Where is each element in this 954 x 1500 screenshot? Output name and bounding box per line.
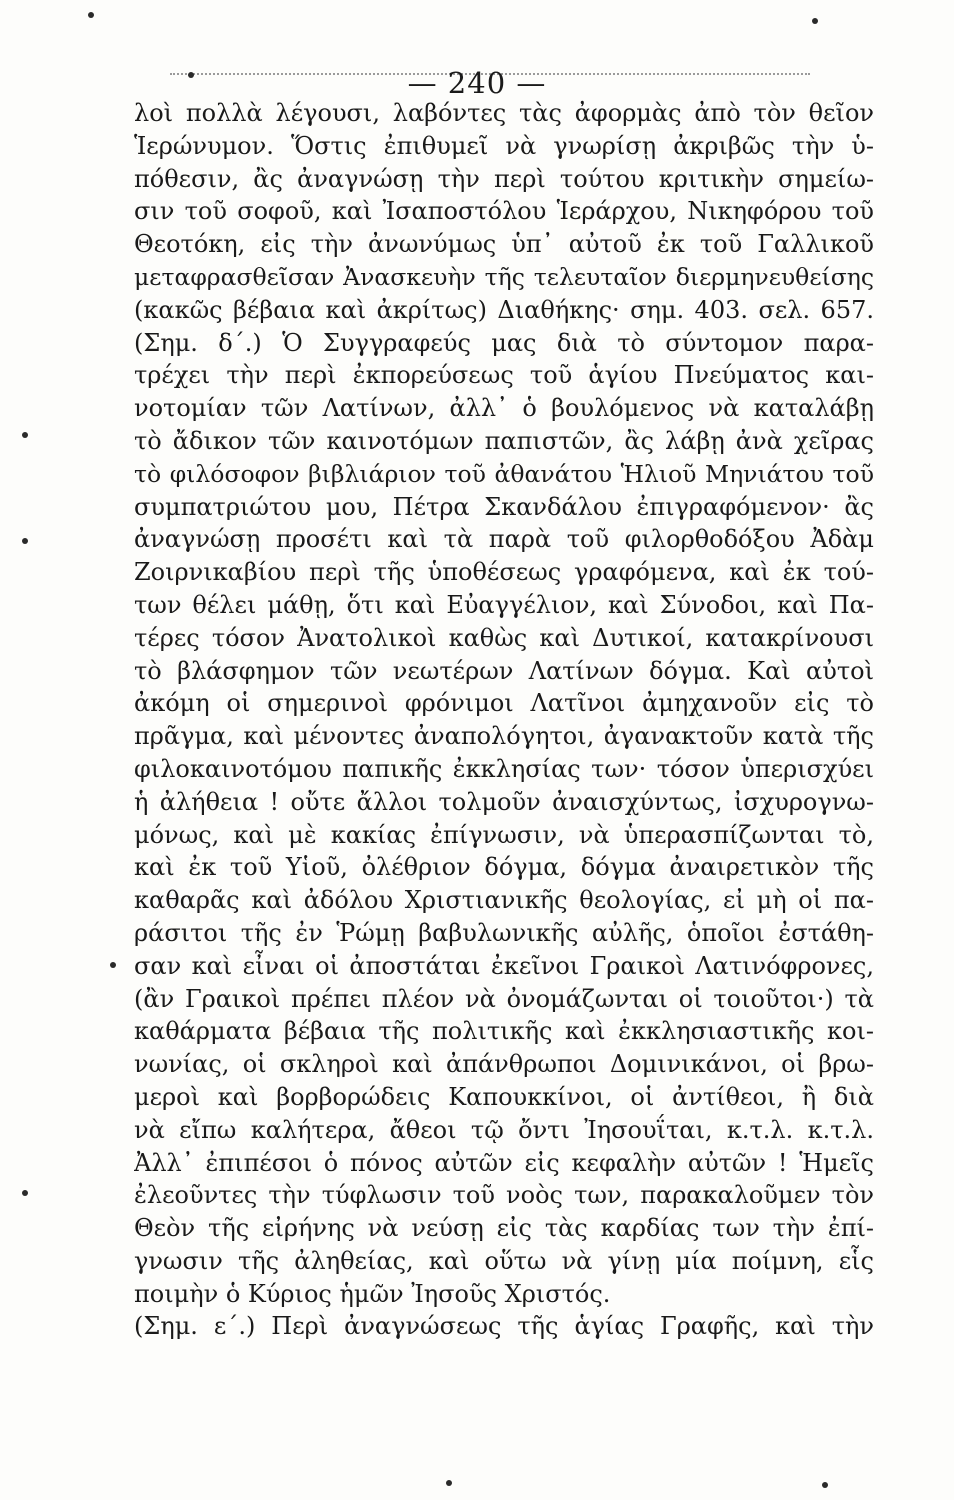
text-line: τὸ φιλόσοφον βιβλιάριον τοῦ ἀθανάτου Ἡλιοῦ Μηνιάτου τοῦ bbox=[134, 459, 874, 488]
text-line: (Σημ. δ΄.) Ὁ Συγγραφεύς μας διὰ τὸ σύντομον παρα- bbox=[134, 328, 874, 357]
text-line: τὸ ἄδικον τῶν καινοτόμων παπιστῶν, ἂς λάβῃ ἀνὰ χεῖρας bbox=[134, 426, 874, 455]
text-line: μεταφρασθεῖσαν Ἀνασκευὴν τῆς τελευταῖον διερμηνευθείσης bbox=[134, 262, 874, 291]
text-line: Ἀλλ᾽ ἐπιπέσοι ὁ πόνος αὐτῶν εἰς κεφαλὴν αὐτῶν ! Ἡμεῖς bbox=[134, 1148, 874, 1177]
text-line: σιν τοῦ σοφοῦ, καὶ Ἰσαποστόλου Ἱεράρχου, Νικηφόρου τοῦ bbox=[134, 197, 874, 226]
text-line: ἀκόμη οἱ σημερινοὶ φρόνιμοι Λατῖνοι ἀμηχανοῦν εἰς τὸ bbox=[134, 689, 874, 718]
text-line: πρᾶγμα, καὶ μένοντες ἀναπολόγητοι, ἀγανακτοῦν κατὰ τῆς bbox=[134, 722, 874, 751]
text-line: νωνίας, οἱ σκληροὶ καὶ ἀπάνθρωποι Δομινικάνοι, οἱ βρω- bbox=[134, 1050, 874, 1079]
text-line: μόνως, καὶ μὲ κακίας ἐπίγνωσιν, νὰ ὑπερασπίζωνται τὸ, bbox=[134, 820, 874, 849]
text-line: των θέλει μάθῃ, ὅτι καὶ Εὐαγγέλιον, καὶ Σύνοδοι, καὶ Πα- bbox=[134, 590, 874, 619]
margin-speck bbox=[446, 1480, 452, 1486]
margin-speck bbox=[110, 962, 116, 968]
text-line: γνωσιν τῆς ἀληθείας, καὶ οὕτω νὰ γίνῃ μία ποίμνη, εἷς bbox=[134, 1246, 874, 1275]
text-line: συμπατριώτου μου, Πέτρα Σκανδάλου ἐπιγραφόμενον· ἂς bbox=[134, 492, 874, 521]
text-line: (Σημ. ε΄.) Περὶ ἀναγνώσεως τῆς ἁγίας Γραφῆς, καὶ τὴν bbox=[134, 1312, 874, 1341]
text-line: ποιμὴν ὁ Κύριος ἡμῶν Ἰησοῦς Χριστός. bbox=[134, 1279, 611, 1308]
text-line: ἀναγνώσῃ προσέτι καὶ τὰ παρὰ τοῦ φιλορθοδόξου Ἀδὰμ bbox=[134, 525, 874, 554]
text-line: ράσιτοι τῆς ἐν Ῥώμῃ βαβυλωνικῆς αὐλῆς, ὁποῖοι ἐστάθη- bbox=[134, 918, 874, 947]
body-text bbox=[134, 97, 874, 1343]
margin-speck bbox=[812, 18, 818, 24]
text-line: λοὶ πολλὰ λέγουσι, λαβόντες τὰς ἀφορμὰς ἀπὸ τὸν θεῖον bbox=[134, 99, 874, 127]
margin-speck bbox=[22, 538, 28, 544]
text-line: Θεοτόκη, εἰς τὴν ἀνωνύμως ὑπ᾽ αὐτοῦ ἐκ τοῦ Γαλλικοῦ bbox=[134, 230, 874, 259]
text-line: τὸ βλάσφημον τῶν νεωτέρων Λατίνων δόγμα. Καὶ αὐτοὶ bbox=[134, 656, 874, 685]
text-line: πόθεσιν, ἂς ἀναγνώσῃ τὴν περὶ τούτου κριτικὴν σημείω- bbox=[134, 164, 874, 193]
text-line: (ἂν Γραικοὶ πρέπει πλέον νὰ ὀνομάζωνται οἱ τοιοῦτοι·) τὰ bbox=[134, 984, 874, 1013]
text-line: Ἱερώνυμον. Ὅστις ἐπιθυμεῖ νὰ γνωρίσῃ ἀκριβῶς τὴν ὑ- bbox=[134, 131, 874, 160]
text-line: τρέχει τὴν περὶ ἐκπορεύσεως τοῦ ἁγίου Πνεύματος και- bbox=[134, 361, 874, 390]
text-line: νὰ εἴπω καλήτερα, ἄθεοι τῷ ὄντι Ἰησουΐται, κ.τ.λ. κ.τ.λ. bbox=[134, 1115, 874, 1144]
text-line: καθαρᾶς καὶ ἀδόλου Χριστιανικῆς θεολογίας, εἰ μὴ οἱ πα- bbox=[134, 886, 874, 915]
margin-speck bbox=[88, 12, 94, 18]
page-number: — 240 — bbox=[407, 66, 547, 100]
margin-speck bbox=[22, 432, 28, 438]
text-line: καθάρματα βέβαια τῆς πολιτικῆς καὶ ἐκκλησιαστικῆς κοι- bbox=[134, 1017, 874, 1046]
text-line: (κακῶς βέβαια καὶ ἀκρίτως) Διαθήκης· σημ. 403. σελ. 657. bbox=[134, 295, 874, 324]
text-line: σαν καὶ εἶναι οἱ ἀποστάται ἐκεῖνοι Γραικοὶ Λατινόφρονες, bbox=[134, 951, 874, 980]
text-line: ἡ ἀλήθεια ! οὔτε ἄλλοι τολμοῦν ἀναισχύντως, ἰσχυρογνω- bbox=[134, 787, 874, 816]
margin-speck bbox=[188, 72, 194, 78]
text-line: ἐλεοῦντες τὴν τύφλωσιν τοῦ νοὸς των, παρακαλοῦμεν τὸν bbox=[134, 1181, 874, 1210]
text-line: Ζοιρνικαβίου περὶ τῆς ὑποθέσεως γραφόμενα, καὶ ἐκ τού- bbox=[134, 558, 874, 587]
margin-speck bbox=[822, 1482, 828, 1488]
text-line: μεροὶ καὶ βορβορώδεις Καπουκκίνοι, οἱ ἀντίθεοι, ἢ διὰ bbox=[134, 1082, 874, 1111]
text-line: Θεὸν τῆς εἰρήνης νὰ νεύσῃ εἰς τὰς καρδίας των τὴν ἐπί- bbox=[134, 1214, 874, 1243]
margin-speck bbox=[22, 1190, 28, 1196]
text-line: καὶ ἐκ τοῦ Υἱοῦ, ὀλέθριον δόγμα, δόγμα ἀναιρετικὸν τῆς bbox=[134, 853, 874, 882]
text-line: νοτομίαν τῶν Λατίνων, ἀλλ᾽ ὁ βουλόμενος νὰ καταλάβῃ bbox=[134, 394, 874, 423]
text-line: φιλοκαινοτόμου παπικῆς ἐκκλησίας των· τόσον ὑπερισχύει bbox=[134, 754, 874, 783]
text-line: τέρες τόσον Ἀνατολικοὶ καθὼς καὶ Δυτικοί, κατακρίνουσι bbox=[134, 623, 874, 652]
